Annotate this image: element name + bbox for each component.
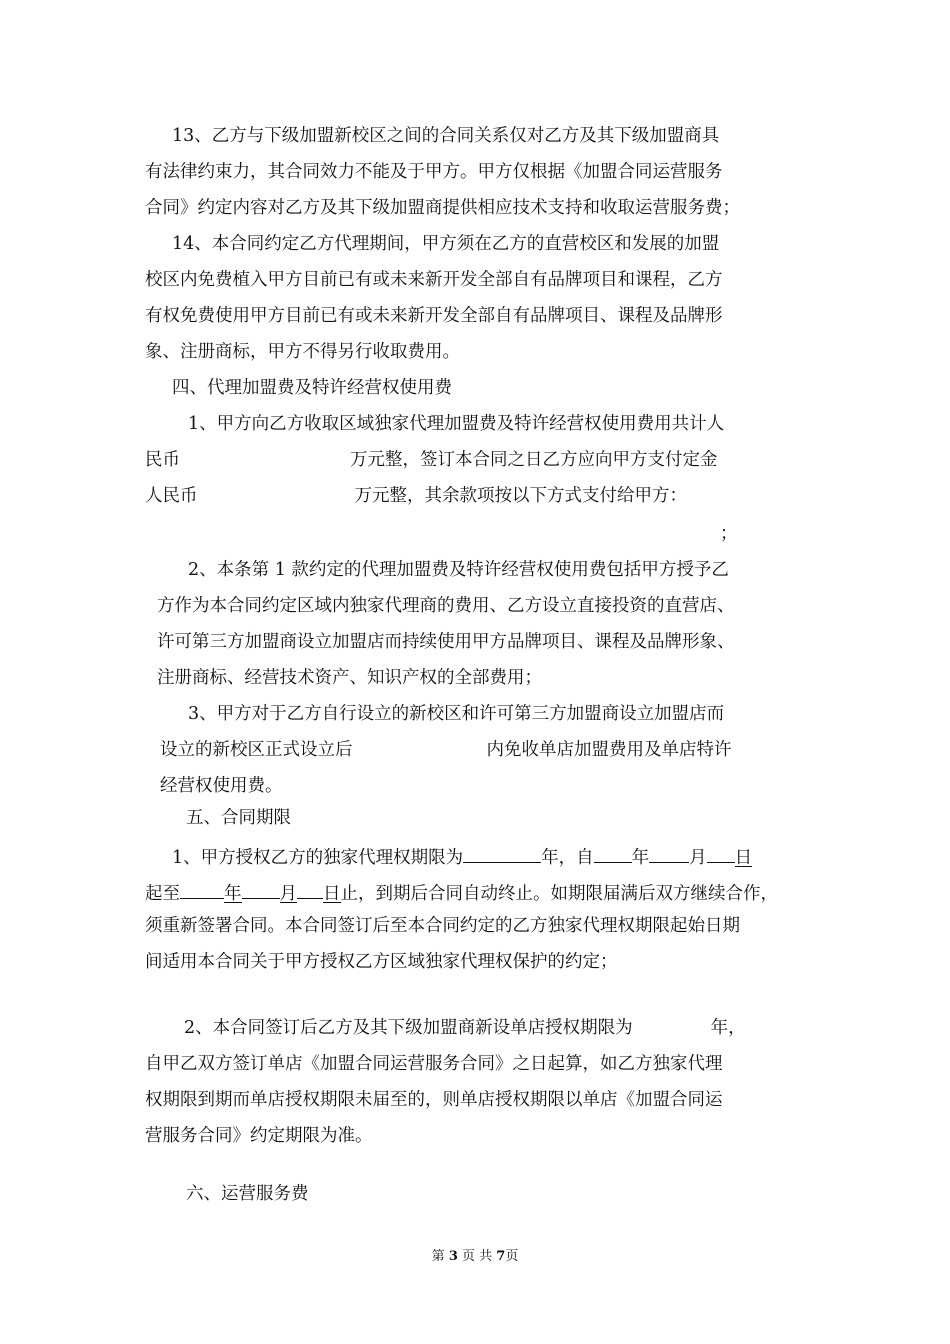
s5-item1-line1a: 1、甲方授权乙方的独家代理权期限为 — [172, 848, 464, 868]
blank-start-day — [707, 842, 735, 863]
s4-item3-line3: 经营权使用费。 — [160, 776, 283, 796]
s4-item3-line2a: 设立的新校区正式设立后 — [160, 740, 353, 760]
s4-item1-line3a: 人民币 — [145, 486, 198, 506]
s5-item1-line2 — [145, 878, 778, 906]
end-year-label: 年 — [224, 884, 242, 904]
s5-item1-line3: 须重新签署合同。本合同签订后至本合同约定的乙方独家代理权期限起始日期 — [145, 916, 740, 936]
s4-item3-line2 — [160, 738, 732, 762]
s5-item2-line1 — [184, 1016, 746, 1040]
blank-start-month — [649, 842, 689, 863]
footer-prefix: 第 — [431, 1249, 445, 1264]
footer-total-pages: 7 — [496, 1249, 506, 1264]
s5-item1-line4: 间适用本合同关于甲方授权乙方区域独家代理权保护的约定； — [145, 952, 618, 972]
s4-item3-line1: 3、甲方对于乙方自行设立的新校区和许可第三方加盟商设立加盟店而 — [188, 704, 725, 724]
s4-item1-line2a: 民币 — [145, 450, 180, 470]
blank-years — [463, 842, 541, 863]
s5-item2-line1a: 2、本合同签订后乙方及其下级加盟商新设单店授权期限为 — [184, 1018, 633, 1038]
clause14-line2: 校区内免费植入甲方目前已有或未来新开发全部自有品牌项目和课程，乙方 — [145, 270, 723, 290]
clause14-line1: 14、本合同约定乙方代理期间，甲方须在乙方的直营校区和发展的加盟 — [172, 234, 720, 254]
clause13-line2: 有法律约束力，其合同效力不能及于甲方。甲方仅根据《加盟合同运营服务 — [145, 162, 723, 182]
s4-item1-line2 — [145, 448, 718, 472]
start-year-label: 年 — [631, 848, 650, 868]
page-footer — [0, 1248, 950, 1266]
s4-item2-line3: 许可第三方加盟商设立加盟店而持续使用甲方品牌项目、课程及品牌形象、 — [157, 632, 735, 652]
s5-item1-line2b: 止，到期后合同自动终止。如期限届满后双方继续合作， — [340, 884, 778, 904]
s4-item1-line3 — [145, 484, 687, 508]
clause13-line3: 合同》约定内容对乙方及其下级加盟商提供相应技术支持和收取运营服务费； — [145, 198, 740, 218]
footer-page-number: 3 — [448, 1249, 458, 1264]
clause13-line1: 13、乙方与下级加盟新校区之间的合同关系仅对乙方及其下级加盟商具 — [172, 126, 720, 146]
clause14-line4: 象、注册商标，甲方不得另行收取费用。 — [145, 342, 460, 362]
start-day-label: 日 — [734, 848, 753, 868]
s4-item1-line4: ； — [720, 524, 738, 544]
end-month-label: 月 — [279, 884, 297, 904]
section6-heading: 六、运营服务费 — [186, 1184, 309, 1204]
blank-end-year — [180, 878, 224, 899]
blank-start-year — [594, 842, 632, 863]
section5-heading: 五、合同期限 — [186, 808, 291, 828]
clause14-line3: 有权免费使用甲方目前已有或未来新开发全部自有品牌项目、课程及品牌形 — [145, 306, 723, 326]
until-label: 起至 — [145, 884, 180, 904]
s5-item2-line3: 权期限到期而单店授权期限未届至的，则单店授权期限以单店《加盟合同运 — [145, 1090, 723, 1110]
end-day-label: 日 — [323, 884, 341, 904]
s4-item2-line4: 注册商标、经营技术资产、知识产权的全部费用； — [157, 668, 542, 688]
footer-suffix: 页 — [505, 1249, 519, 1264]
s4-item2-line1: 2、本条第 1 款约定的代理加盟费及特许经营权使用费包括甲方授予乙 — [188, 560, 729, 580]
s4-item1-line1: 1、甲方向乙方收取区域独家代理加盟费及特许经营权使用费用共计人 — [188, 414, 725, 434]
s5-item1-line1 — [172, 842, 752, 870]
s5-item2-line1b: 年， — [710, 1018, 746, 1038]
s4-item1-line3b: 万元整，其余款项按以下方式支付给甲方： — [354, 486, 687, 506]
section4-heading: 四、代理加盟费及特许经营权使用费 — [172, 378, 452, 398]
s4-item3-line2b: 内免收单店加盟费用及单店特许 — [486, 740, 732, 760]
blank-end-month — [242, 878, 280, 899]
s5-item2-line2: 自甲乙双方签订单店《加盟合同运营服务合同》之日起算，如乙方独家代理 — [145, 1054, 723, 1074]
s4-item1-line2b: 万元整，签订本合同之日乙方应向甲方支付定金 — [350, 450, 718, 470]
s5-item2-line4: 营服务合同》约定期限为准。 — [145, 1126, 373, 1146]
s4-item2-line2: 方作为本合同约定区域内独家代理商的费用、乙方设立直接投资的直营店、 — [157, 596, 735, 616]
footer-mid: 页 共 — [462, 1249, 493, 1264]
year-label: 年 — [541, 848, 559, 868]
from-label: ，自 — [558, 848, 594, 868]
start-month-label: 月 — [689, 848, 707, 868]
blank-end-day — [297, 878, 323, 899]
